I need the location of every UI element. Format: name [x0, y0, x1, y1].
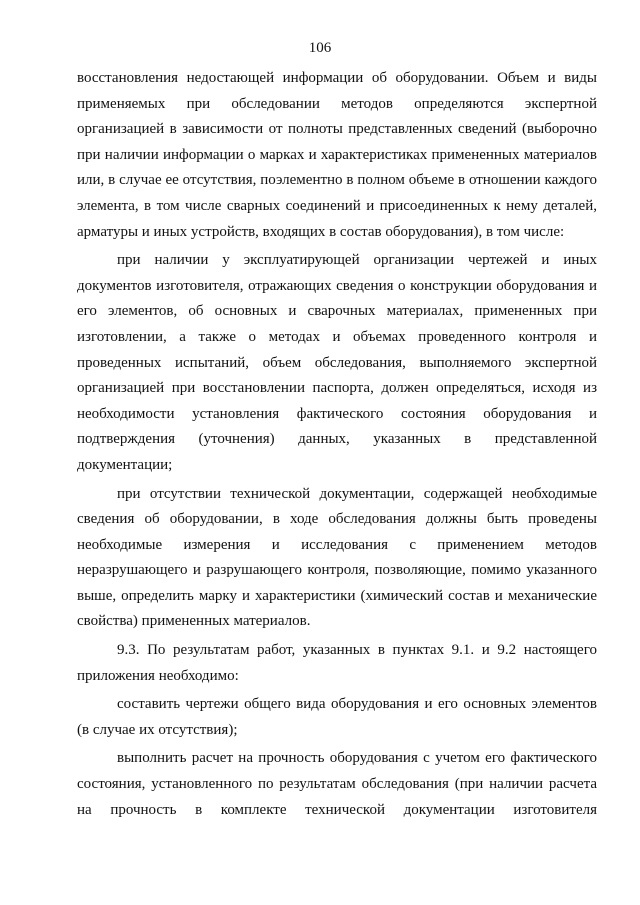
paragraph-9-3: 9.3. По результатам работ, указанных в пунктах 9.1. и 9.2 настоящего приложения необходимо: — [77, 642, 597, 684]
paragraph-drawings: составить чертежи общего вида оборудования и его основных элементов (в случае их отсутствия); — [77, 696, 597, 738]
paragraph-documentation-available: при наличии у эксплуатирующей организации чертежей и иных документов изготовителя, отражающих сведения о конструкции оборудования и его элементов, об основных и сварочных материалах, примененных при изготовлении, а также о методах и объемах проведенного контроля и проведенных испытаний, объем обследования, выполняемого экспертной организацией при восстановлении паспорта, должен определяться, исходя из необходимости установления фактического состояния оборудования и подтверждения (уточнения) данных, указанных в представленной документации; — [77, 252, 597, 473]
paragraph-continuation: восстановления недостающей информации об оборудовании. Объем и виды применяемых при обследовании методов определяются экспертной организацией в зависимости от полноты представленных сведений (выборочно при наличии информации о марках и характеристиках примененных материалов или, в случае ее отсутствия, поэлементно в полном объеме в отношении каждого элемента, в том числе сварных соединений и присоединенных к нему деталей, арматуры и иных устройств, входящих в состав оборудования), в том числе: — [77, 70, 597, 240]
paragraph-strength-calculation: выполнить расчет на прочность оборудования с учетом его фактического состояния, установленного по результатам обследования (при наличии расчета на прочность в комплекте технической документации изготовителя — [77, 750, 597, 818]
page-number: 106 — [308, 40, 332, 56]
paragraph-documentation-absent: при отсутствии технической документации, содержащей необходимые сведения об оборудовании, в ходе обследования должны быть проведены необходимые измерения и исследования с применением методов неразрушающего и разрушающего контроля, позволяющие, помимо указанного выше, определить марку и характеристики (химический состав и механические свойства) примененных материалов. — [77, 485, 597, 630]
document-body — [77, 66, 597, 823]
